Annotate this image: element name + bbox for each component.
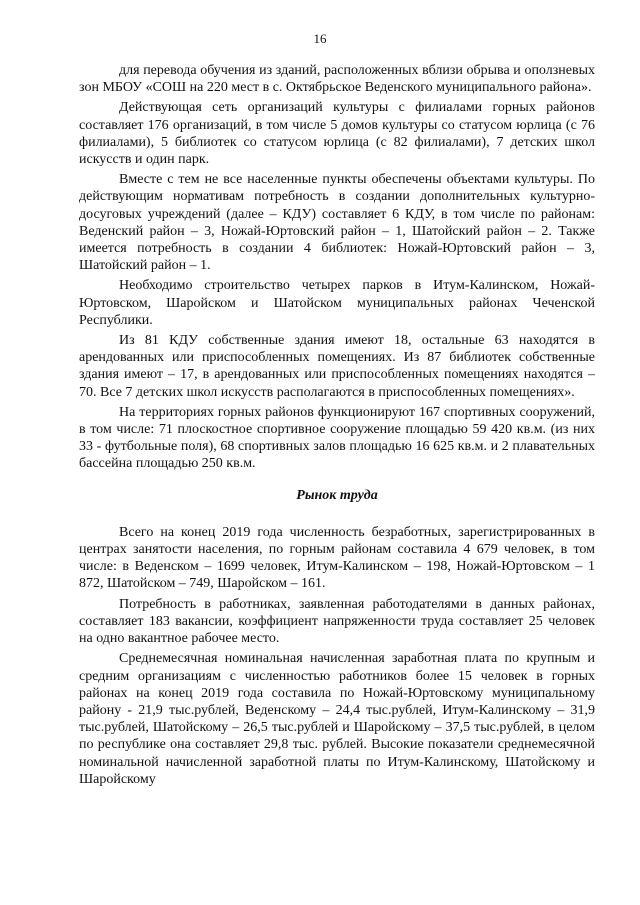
document-body: [79, 62, 595, 788]
paragraph-sports-facilities: На территориях горных районов функционируют 167 спортивных сооружений, в том числе: 71 плоскостное спортивное сооружение площадью 59 420 кв.м. (из них 33 - футбольные поля), 68 спортивных залов площадью 16 625 кв.м. и 2 плавательных бассейна площадью 250 кв.м.: [79, 404, 595, 472]
paragraph-unemployment: Всего на конец 2019 года численность безработных, зарегистрированных в центрах занятости населения, по горным районам составила 4 679 человек, в том числе: в Веденском – 1699 человек, Итум-Калинском – 198, Ножай-Юртовском – 1 872, Шатойском – 749, Шаройском – 161.: [79, 524, 595, 592]
page-number: 16: [313, 31, 327, 46]
paragraph-vacancies: Потребность в работниках, заявленная работодателями в данных районах, составляет 183 вакансии, коэффициент напряженности труда составляет 25 человек на одно вакантное рабочее место.: [79, 596, 595, 647]
paragraph-parks: Необходимо строительство четырех парков в Итум-Калинском, Ножай-Юртовском, Шаройском и Шатойском муниципальных районах Чеченской Республики.: [79, 278, 595, 328]
paragraph-school-relocation: для перевода обучения из зданий, расположенных вблизи обрыва и оползневых зон МБОУ «СОШ на 220 мест в с. Октябрьское Веденского муниципального района».: [79, 63, 595, 96]
paragraph-wages: Среднемесячная номинальная начисленная заработная плата по крупным и средним организациям с численностью работников более 15 человек в горных районах на конец 2019 года составила по Ножай-Юртовскому муниципальному району - 21,9 тыс.рублей, Веденскому – 24,4 тыс.рублей, Итум-Калинскому – 31,9 тыс.рублей, Шатойскому – 26,5 тыс.рублей и Шаройскому – 37,5 тыс.рублей, в целом по республике она составляет 29,8 тыс. рублей. Высокие показатели среднемесячной номинальной начисленной заработной платы по Итум-Калинскому, Шатойскому и Шаройскому: [79, 651, 595, 787]
section-heading-labor-market: Рынок труда: [296, 487, 378, 503]
paragraph-culture-needs: Вместе с тем не все населенные пункты обеспечены объектами культуры. По действующим нормативам потребность в создании дополнительных культурно-досуговых учреждений (далее – КДУ) составляет 6 КДУ, в том числе по районам: Веденский район – 3, Ножай-Юртовский район – 1, Шатойский район – 2. Также имеется потребность в создании 4 библиотек: Ножай-Юртовский район – 3, Шатойский район – 1.: [79, 172, 595, 274]
paragraph-buildings: Из 81 КДУ собственные здания имеют 18, остальные 63 находятся в арендованных или приспособленных помещениях. Из 87 библиотек собственные здания имеют – 17, в арендованных или приспособленных помещениях находятся – 70. Все 7 детских школ искусств располагаются в приспособленных помещениях».: [79, 333, 595, 400]
paragraph-culture-network: Действующая сеть организаций культуры с филиалами горных районов составляет 176 организаций, в том числе 5 домов культуры со статусом юрлица (с 76 филиалами), 5 библиотек со статусом юрлица (с 82 филиалами), 7 детских школ искусств и один парк.: [79, 100, 595, 168]
